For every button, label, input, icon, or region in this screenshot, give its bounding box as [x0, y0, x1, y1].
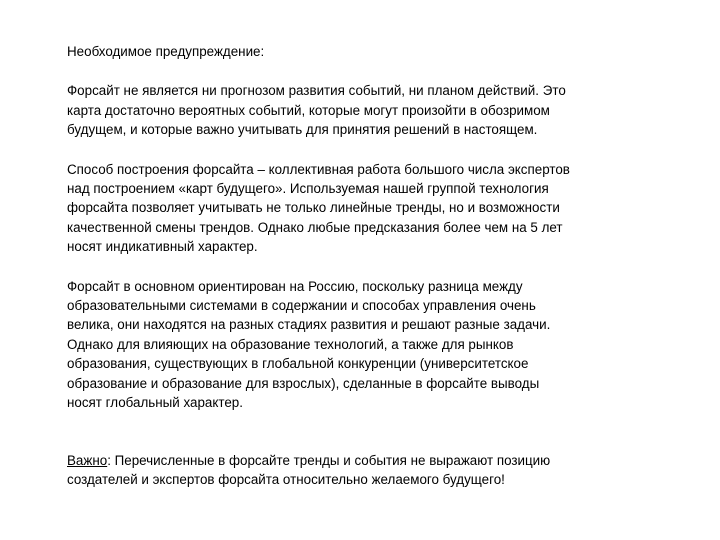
paragraph-definition: [67, 81, 657, 139]
paragraph-line: форсайта позволяет учитывать не только линейные тренды, но и возможности: [67, 200, 560, 216]
paragraph-line: Однако для влияющих на образование технологий, а также для рынков: [67, 336, 514, 352]
paragraph-line: над построением «карт будущего». Используемая нашей группой технология: [67, 181, 549, 197]
paragraph-scope: [67, 277, 657, 413]
warning-heading: Необходимое предупреждение:: [67, 44, 265, 59]
important-line: создателей и экспертов форсайта относительно желаемого будущего!: [67, 471, 505, 487]
paragraph-line: образования, существующих в глобальной конкуренции (университетское: [67, 356, 529, 372]
paragraph-line: велика, они находятся на разных стадиях развития и решают разные задачи.: [67, 317, 551, 333]
important-line: [67, 451, 657, 470]
important-separator: :: [107, 452, 115, 468]
paragraph-line: Способ построения форсайта – коллективная работа большого числа экспертов: [67, 161, 570, 177]
text-content: [67, 42, 657, 509]
paragraph-line: качественной смены трендов. Однако любые предсказания более чем на 5 лет: [67, 219, 563, 235]
paragraph-line: носят глобальный характер.: [67, 395, 243, 411]
paragraph-line: носят индикативный характер.: [67, 239, 258, 255]
important-label: Важно: [67, 452, 108, 468]
paragraph-line: Форсайт в основном ориентирован на Россию, поскольку разница между: [67, 278, 523, 294]
important-text: Перечисленные в форсайте тренды и события не выражают позицию: [114, 452, 551, 468]
paragraph-line: Форсайт не является ни прогнозом развития событий, ни планом действий. Это: [67, 83, 566, 99]
paragraph-line: образование и образование для взрослых), сделанные в форсайте выводы: [67, 375, 540, 391]
paragraph-line: карта достаточно вероятных событий, которые могут произойти в обозримом: [67, 102, 550, 118]
important-note: [67, 451, 657, 490]
paragraph-method: [67, 160, 657, 257]
paragraph-line: будущем, и которые важно учитывать для принятия решений в настоящем.: [67, 122, 538, 138]
paragraph-line: образовательными системами в содержании и способах управления очень: [67, 298, 536, 314]
